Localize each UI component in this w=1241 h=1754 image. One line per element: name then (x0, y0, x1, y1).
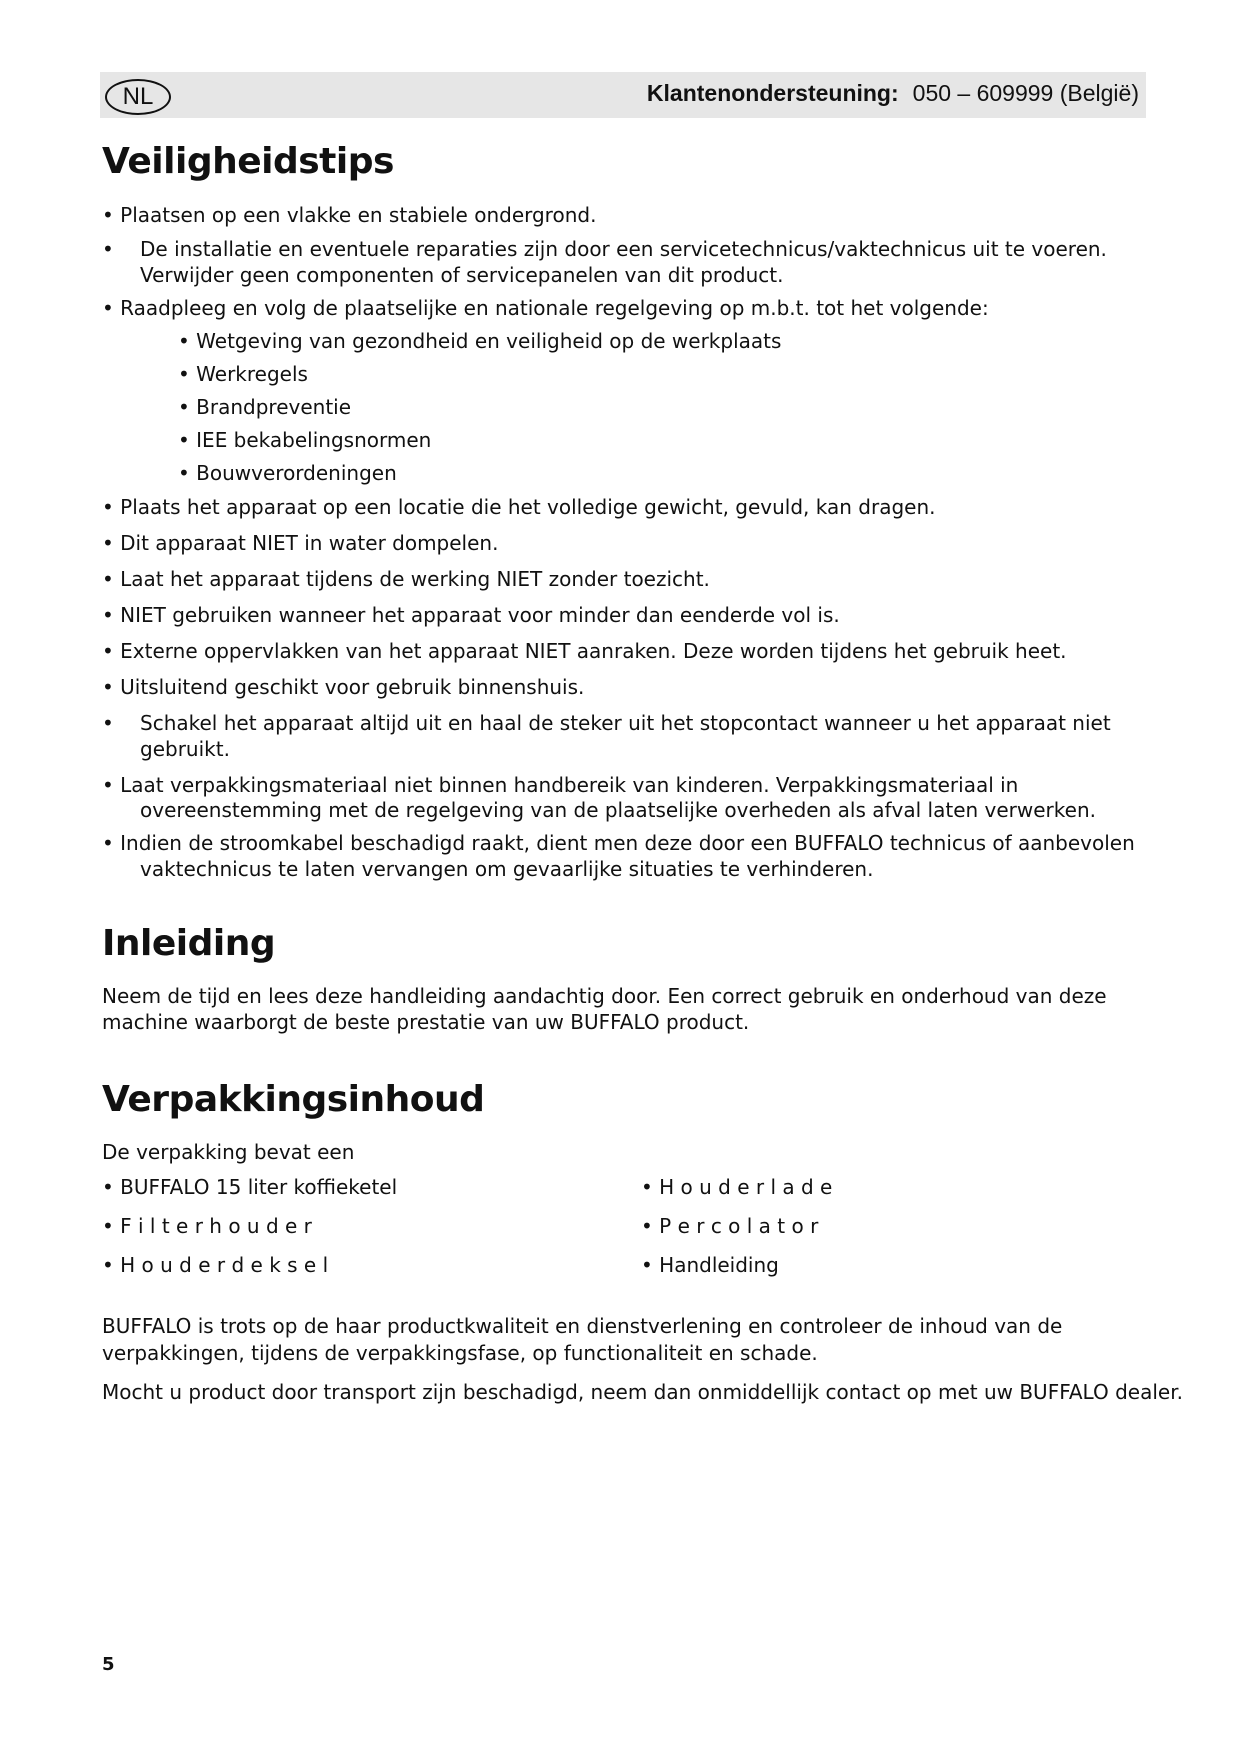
list-item-continued: gebruikt. (140, 737, 230, 761)
contents-paragraph: BUFFALO is trots op de haar productkwaliteit en dienstverlening en controleer de inhoud van de (102, 1314, 1063, 1338)
language-badge: NL (105, 79, 171, 115)
list-item-continued: Verwijder geen componenten of servicepanelen van dit product. (140, 263, 784, 287)
intro-line: Neem de tijd en lees deze handleiding aandachtig door. Een correct gebruik en onderhoud van deze (102, 984, 1107, 1008)
list-item-continued: vaktechnicus te laten vervangen om gevaarlijke situaties te verhinderen. (140, 857, 874, 881)
sub-list-item: • Bouwverordeningen (178, 461, 397, 485)
contents-paragraph: verpakkingen, tijdens de verpakkingsfase, op functionaliteit en schade. (102, 1341, 818, 1365)
list-item: • NIET gebruiken wanneer het apparaat voor minder dan eenderde vol is. (102, 603, 840, 627)
contents-item: • Handleiding (641, 1253, 779, 1277)
bullet-mark: • (102, 711, 114, 735)
contents-item: • F i l t e r h o u d e r (102, 1214, 312, 1238)
safety-title: Veiligheidstips (102, 141, 394, 182)
contents-title: Verpakkingsinhoud (102, 1079, 485, 1120)
intro-title: Inleiding (102, 923, 276, 964)
contents-item: • H o u d e r l a d e (641, 1175, 833, 1199)
list-item: • Laat verpakkingsmateriaal niet binnen handbereik van kinderen. Verpakkingsmateriaal in (102, 773, 1019, 797)
bullet-mark: • (102, 237, 114, 261)
contents-intro: De verpakking bevat een (102, 1140, 355, 1164)
sub-list-item: • Werkregels (178, 362, 308, 386)
list-item: • Raadpleeg en volg de plaatselijke en nationale regelgeving op m.b.t. tot het volgende: (102, 296, 989, 320)
sub-list-item: • Wetgeving van gezondheid en veiligheid op de werkplaats (178, 329, 782, 353)
list-item: • Indien de stroomkabel beschadigd raakt, dient men deze door een BUFFALO technicus of aanbevolen (102, 831, 1135, 855)
sub-list-item: • IEE bekabelingsnormen (178, 428, 432, 452)
list-item: Schakel het apparaat altijd uit en haal de steker uit het stopcontact wanneer u het apparaat niet (140, 711, 1111, 735)
list-item: De installatie en eventuele reparaties zijn door een servicetechnicus/vaktechnicus uit te voeren. (140, 237, 1107, 261)
support-number: 050 – 609999 (België) (912, 80, 1139, 106)
list-item: • Laat het apparaat tijdens de werking NIET zonder toezicht. (102, 567, 710, 591)
contents-paragraph: Mocht u product door transport zijn beschadigd, neem dan onmiddellijk contact op met uw BUFFALO dealer. (102, 1380, 1183, 1404)
contents-item: • BUFFALO 15 liter koffieketel (102, 1175, 398, 1199)
list-item: • Plaats het apparaat op een locatie die het volledige gewicht, gevuld, kan dragen. (102, 495, 936, 519)
list-item: • Uitsluitend geschikt voor gebruik binnenshuis. (102, 675, 585, 699)
page-number: 5 (102, 1654, 115, 1675)
contents-item: • H o u d e r d e k s e l (102, 1253, 329, 1277)
sub-list-item: • Brandpreventie (178, 395, 352, 419)
support-label: Klantenondersteuning: (646, 80, 899, 106)
list-item-continued: overeenstemming met de regelgeving van de plaatselijke overheden als afval laten verwerken. (140, 798, 1096, 822)
contents-item: • P e r c o l a t o r (641, 1214, 819, 1238)
intro-line: machine waarborgt de beste prestatie van uw BUFFALO product. (102, 1010, 750, 1034)
list-item: • Externe oppervlakken van het apparaat NIET aanraken. Deze worden tijdens het gebruik heet. (102, 639, 1067, 663)
customer-support (647, 78, 1139, 108)
list-item: • Plaatsen op een vlakke en stabiele ondergrond. (102, 203, 597, 227)
list-item: • Dit apparaat NIET in water dompelen. (102, 531, 499, 555)
